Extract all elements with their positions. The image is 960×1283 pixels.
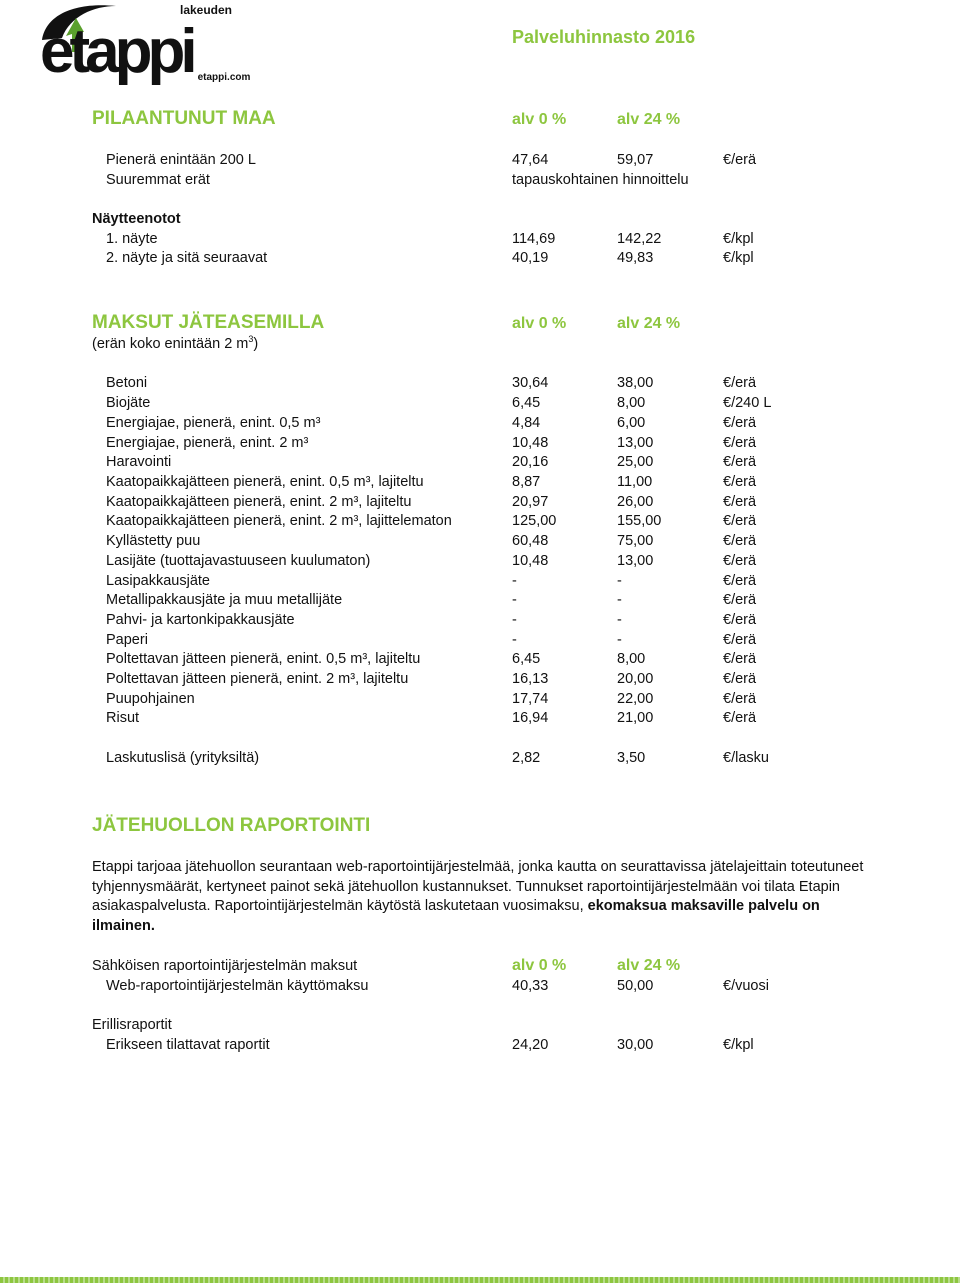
col-header-vat0: alv 0 % (512, 111, 567, 128)
logo-domain: etappi.com (197, 72, 251, 83)
table-row: Risut 16,94 21,00 €/erä (106, 710, 757, 726)
price-vat0: 40,33 (512, 978, 549, 994)
col-header-vat0: alv 0 % (512, 957, 567, 974)
section-title-jatehuollon-raportointi: JÄTEHUOLLON RAPORTOINTI (92, 815, 371, 836)
table-row: Lasijäte (tuottajavastuuseen kuulumaton) 10,48 13,00 €/erä (106, 553, 757, 569)
row-label: 1. näyte (106, 231, 158, 247)
reporting-description: Etappi tarjoaa jätehuollon seurantaan web-raportointijärjestelmää, jonka kautta on seurattavissa jätelajeittain toteutuneet tyhjennysmäärät, kertyneet painot sekä jätehuollon kustannukset. Tunnukset raportointijärjestelmään voi tilata Etapin asiakaspalvelusta. Raportointijärjestelmän käytöstä laskutetaan vuosimaksu, ekomaksua maksaville palvelu on ilmainen. (92, 859, 864, 935)
table-row (0, 248, 960, 268)
table-row: Kaatopaikkajätteen pienerä, enint. 2 m³, lajiteltu 20,97 26,00 €/erä (106, 494, 757, 510)
price-vat24: 142,22 (617, 231, 662, 247)
col-header-vat0: alv 0 % (512, 315, 567, 332)
table-row: Energiajae, pienerä, enint. 0,5 m³ 4,84 6,00 €/erä (106, 415, 757, 431)
table-row: Poltettavan jätteen pienerä, enint. 0,5 m³, lajiteltu 6,45 8,00 €/erä (106, 651, 757, 667)
table-row: Lasipakkausjäte - - €/erä (106, 573, 757, 589)
table-row: Puupohjainen 17,74 22,00 €/erä (106, 691, 757, 707)
price-vat24: 3,50 (617, 750, 646, 766)
col-header-vat24: alv 24 % (617, 957, 681, 974)
table-row: Betoni 30,64 38,00 €/erä (106, 375, 757, 391)
price-vat24: 49,83 (617, 250, 654, 266)
table-row (0, 976, 960, 996)
price-vat0: 114,69 (512, 231, 556, 247)
table-row: Energiajae, pienerä, enint. 2 m³ 10,48 13,00 €/erä (106, 435, 757, 451)
table-row: Kaatopaikkajätteen pienerä, enint. 0,5 m³, lajiteltu 8,87 11,00 €/erä (106, 474, 757, 490)
etappi-logo (36, 0, 256, 86)
reporting-fees-header: Sähköisen raportointijärjestelmän maksut (92, 958, 358, 974)
table-row: Metallipakkausjäte ja muu metallijäte - - €/erä (106, 592, 757, 608)
logo-word: etappi (40, 17, 193, 86)
table-row: Kaatopaikkajätteen pienerä, enint. 2 m³, lajittelematon 125,00 155,00 €/erä (106, 513, 757, 529)
table-row (0, 1035, 960, 1055)
subsection-title-samples: Näytteenotot (92, 211, 181, 227)
document-title: Palveluhinnasto 2016 (512, 27, 696, 47)
price-unit: €/erä (723, 152, 757, 168)
section-subtitle: (erän koko enintään 2 $m^3$) (92, 334, 259, 352)
price-vat24: 59,07 (617, 152, 654, 168)
price-vat0: tapauskohtainen hinnoittelu (512, 172, 689, 188)
section-title-pilaantunut-maa: PILAANTUNUT MAA (92, 108, 276, 129)
table-row: Biojäte 6,45 8,00 €/240 L (106, 395, 772, 411)
row-label: Suuremmat erät (106, 172, 210, 188)
price-vat0: 47,64 (512, 152, 549, 168)
table-row: Haravointi 20,16 25,00 €/erä (106, 454, 757, 470)
table-row (0, 170, 960, 190)
price-unit: €/vuosi (723, 978, 769, 994)
price-unit: €/kpl (723, 250, 754, 266)
price-vat24: 50,00 (617, 978, 654, 994)
row-label: Pienerä enintään 200 L (106, 152, 256, 168)
logo-tagline: lakeuden (179, 3, 233, 17)
table-row: Pahvi- ja kartonkipakkausjäte - - €/erä (106, 612, 757, 628)
price-unit: €/kpl (723, 1037, 754, 1053)
price-vat0: 40,19 (512, 250, 549, 266)
col-header-vat24: alv 24 % (617, 315, 681, 332)
footer-bar (0, 1277, 960, 1283)
table-row (0, 150, 960, 170)
table-row-billing-surcharge (0, 748, 960, 768)
price-vat0: 2,82 (512, 750, 541, 766)
table-row (0, 229, 960, 249)
col-header-vat24: alv 24 % (617, 111, 681, 128)
price-unit: €/lasku (723, 750, 769, 766)
row-label: 2. näyte ja sitä seuraavat (106, 250, 268, 266)
section-title-maksut-jateasemilla: MAKSUT JÄTEASEMILLA (92, 312, 325, 333)
table-row: Paperi - - €/erä (106, 632, 757, 648)
subsection-title-reports: Erillisraportit (92, 1017, 172, 1033)
row-label: Web-raportointijärjestelmän käyttömaksu (106, 978, 369, 994)
price-vat0: 24,20 (512, 1037, 549, 1053)
row-label: Erikseen tilattavat raportit (106, 1037, 270, 1053)
row-label: Laskutuslisä (yrityksiltä) (106, 750, 260, 766)
price-unit: €/kpl (723, 231, 754, 247)
table-row: Poltettavan jätteen pienerä, enint. 2 m³, lajiteltu 16,13 20,00 €/erä (106, 671, 757, 687)
price-vat24: 30,00 (617, 1037, 654, 1053)
table-row: Kyllästetty puu 60,48 75,00 €/erä (106, 533, 757, 549)
